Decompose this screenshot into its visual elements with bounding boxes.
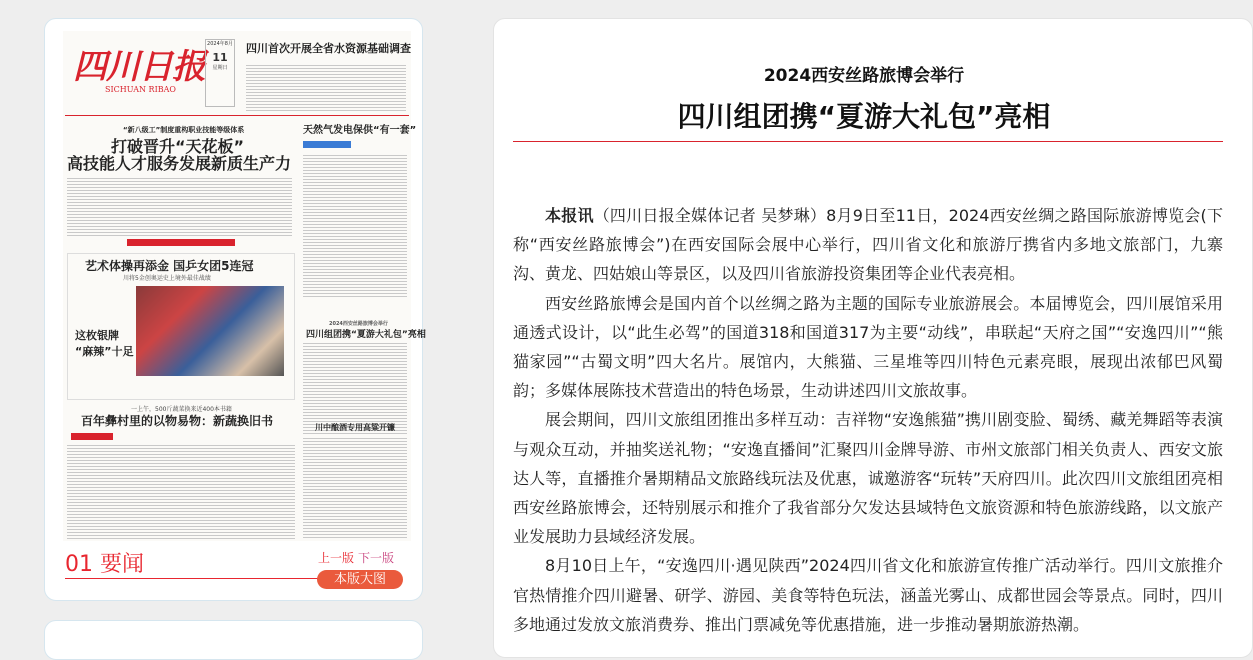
full-page-image-button[interactable]: 本版大图 [317, 570, 403, 589]
headline: 这枚银牌 [75, 329, 119, 342]
banner [127, 239, 235, 246]
text-block [67, 443, 295, 539]
article-paragraph: 8月10日上午，“安逸四川·遇见陕西”2024四川省文化和旅游宣传推广活动举行。四川文旅推介官热情推介四川避暑、研学、游园、美食等特色玩法，涵盖光雾山、成都世园会等景点。同时，四川多地通过发放文旅消费券、推出门票减免等优惠措施，进一步推动暑期旅游热潮。 [513, 556, 1223, 634]
lead-label: 本报讯 [545, 206, 594, 225]
headline: 打破晋升“天花板” [111, 137, 245, 156]
headline: 四川首次开展全省水资源基础调查 [246, 42, 411, 55]
text-block [303, 436, 407, 539]
newspaper-logo: 四川日报 [73, 47, 205, 87]
article-paragraph: 西安丝路旅博会是国内首个以丝绸之路为主题的国际专业旅游展会。本届博览会，四川展馆采用通透式设计，以“此生必驾”的国道318和国道317为主要“动线”，串联起“天府之国”“安逸四川”“熊猫家园”“古蜀文明”四大名片。展馆内，大熊猫、三星堆等四川特色元素亮眼，展现出浓郁巴风蜀韵；多媒体展陈技术营造出的特色场景，生动讲述四川文旅故事。 [513, 293, 1223, 401]
text-block [303, 153, 407, 298]
headline: 百年彝村里的以物易物：新蔬换旧书 [81, 414, 274, 428]
article-body [513, 201, 1223, 639]
headline: 四川组团携“夏游大礼包”亮相 [306, 330, 426, 340]
headline: 艺术体操再添金 国乒女团5连冠 [85, 259, 254, 273]
date-weekday: 星期日 [212, 65, 228, 71]
title-divider [513, 141, 1223, 142]
headline: “新八级工”制度重构职业技能等级体系 [123, 126, 245, 134]
prev-page-link[interactable]: 上一版 [318, 551, 355, 565]
date-month: 2024年8月 [207, 41, 233, 47]
headline: 高技能人才服务发展新质生产力 [67, 154, 292, 173]
article-subtitle: 2024西安丝路旅博会举行 [763, 66, 965, 86]
next-card [44, 620, 423, 660]
subheadline: 川将5金创奥运史上境外最佳战绩 [123, 275, 211, 282]
newspaper-logo-en: SICHUAN RIBAO [105, 85, 176, 94]
article-title: 四川组团携“夏游大礼包”亮相 [677, 100, 1051, 133]
tag [303, 141, 351, 148]
divider [65, 115, 409, 116]
text-block [67, 176, 292, 236]
page-label-underline [65, 578, 327, 579]
gymnastics-photo [136, 286, 284, 376]
date-box [205, 39, 235, 107]
headline: “麻辣”十足 [75, 345, 134, 358]
headline: 川中酿酒专用高粱开镰 [315, 423, 395, 432]
article-card [493, 18, 1253, 658]
newspaper-page-thumbnail[interactable] [63, 31, 426, 541]
headline: 2024西安丝路旅博会举行 [329, 321, 388, 327]
text-block [246, 63, 406, 111]
banner [71, 433, 113, 440]
page-preview-card [44, 18, 426, 601]
subheadline: 一上午，500斤蔬菜换来近400本书籍 [131, 406, 232, 413]
date-day: 11 [212, 51, 228, 64]
article-paragraph: 展会期间，四川文旅组团推出多样互动：吉祥物“安逸熊猫”携川剧变脸、蜀绣、藏羌舞蹈等表演与观众互动，并抽奖送礼物；“安逸直播间”汇聚四川金牌导游、市州文旅部门相关负责人、西安文旅达人等，直播推介暑期精品文旅路线玩法及优惠，诚邀游客“玩转”天府四川。此次四川文旅组团亮相西安丝路旅博会，还特别展示和推介了我省部分欠发达县域特色文旅资源和特色旅游线路，以文旅产业发展助力县域经济发展。 [513, 410, 1223, 547]
headline: 天然气发电保供“有一套” [303, 125, 417, 136]
next-page-link[interactable]: 下一版 [358, 551, 395, 565]
page-label: 01 要闻 [65, 552, 144, 577]
article-paragraph [513, 201, 1223, 289]
paragraph-text: （四川日报全媒体记者 吴梦琳）8月9日至11日，2024西安丝绸之路国际旅游博览会(下称“西安丝路旅博会”)在西安国际会展中心举行，四川省文化和旅游厅携省内多地文旅部门，九寨沟、黄龙、四姑娘山等景区，以及四川省旅游投资集团等企业代表亮相。 [513, 206, 1223, 284]
